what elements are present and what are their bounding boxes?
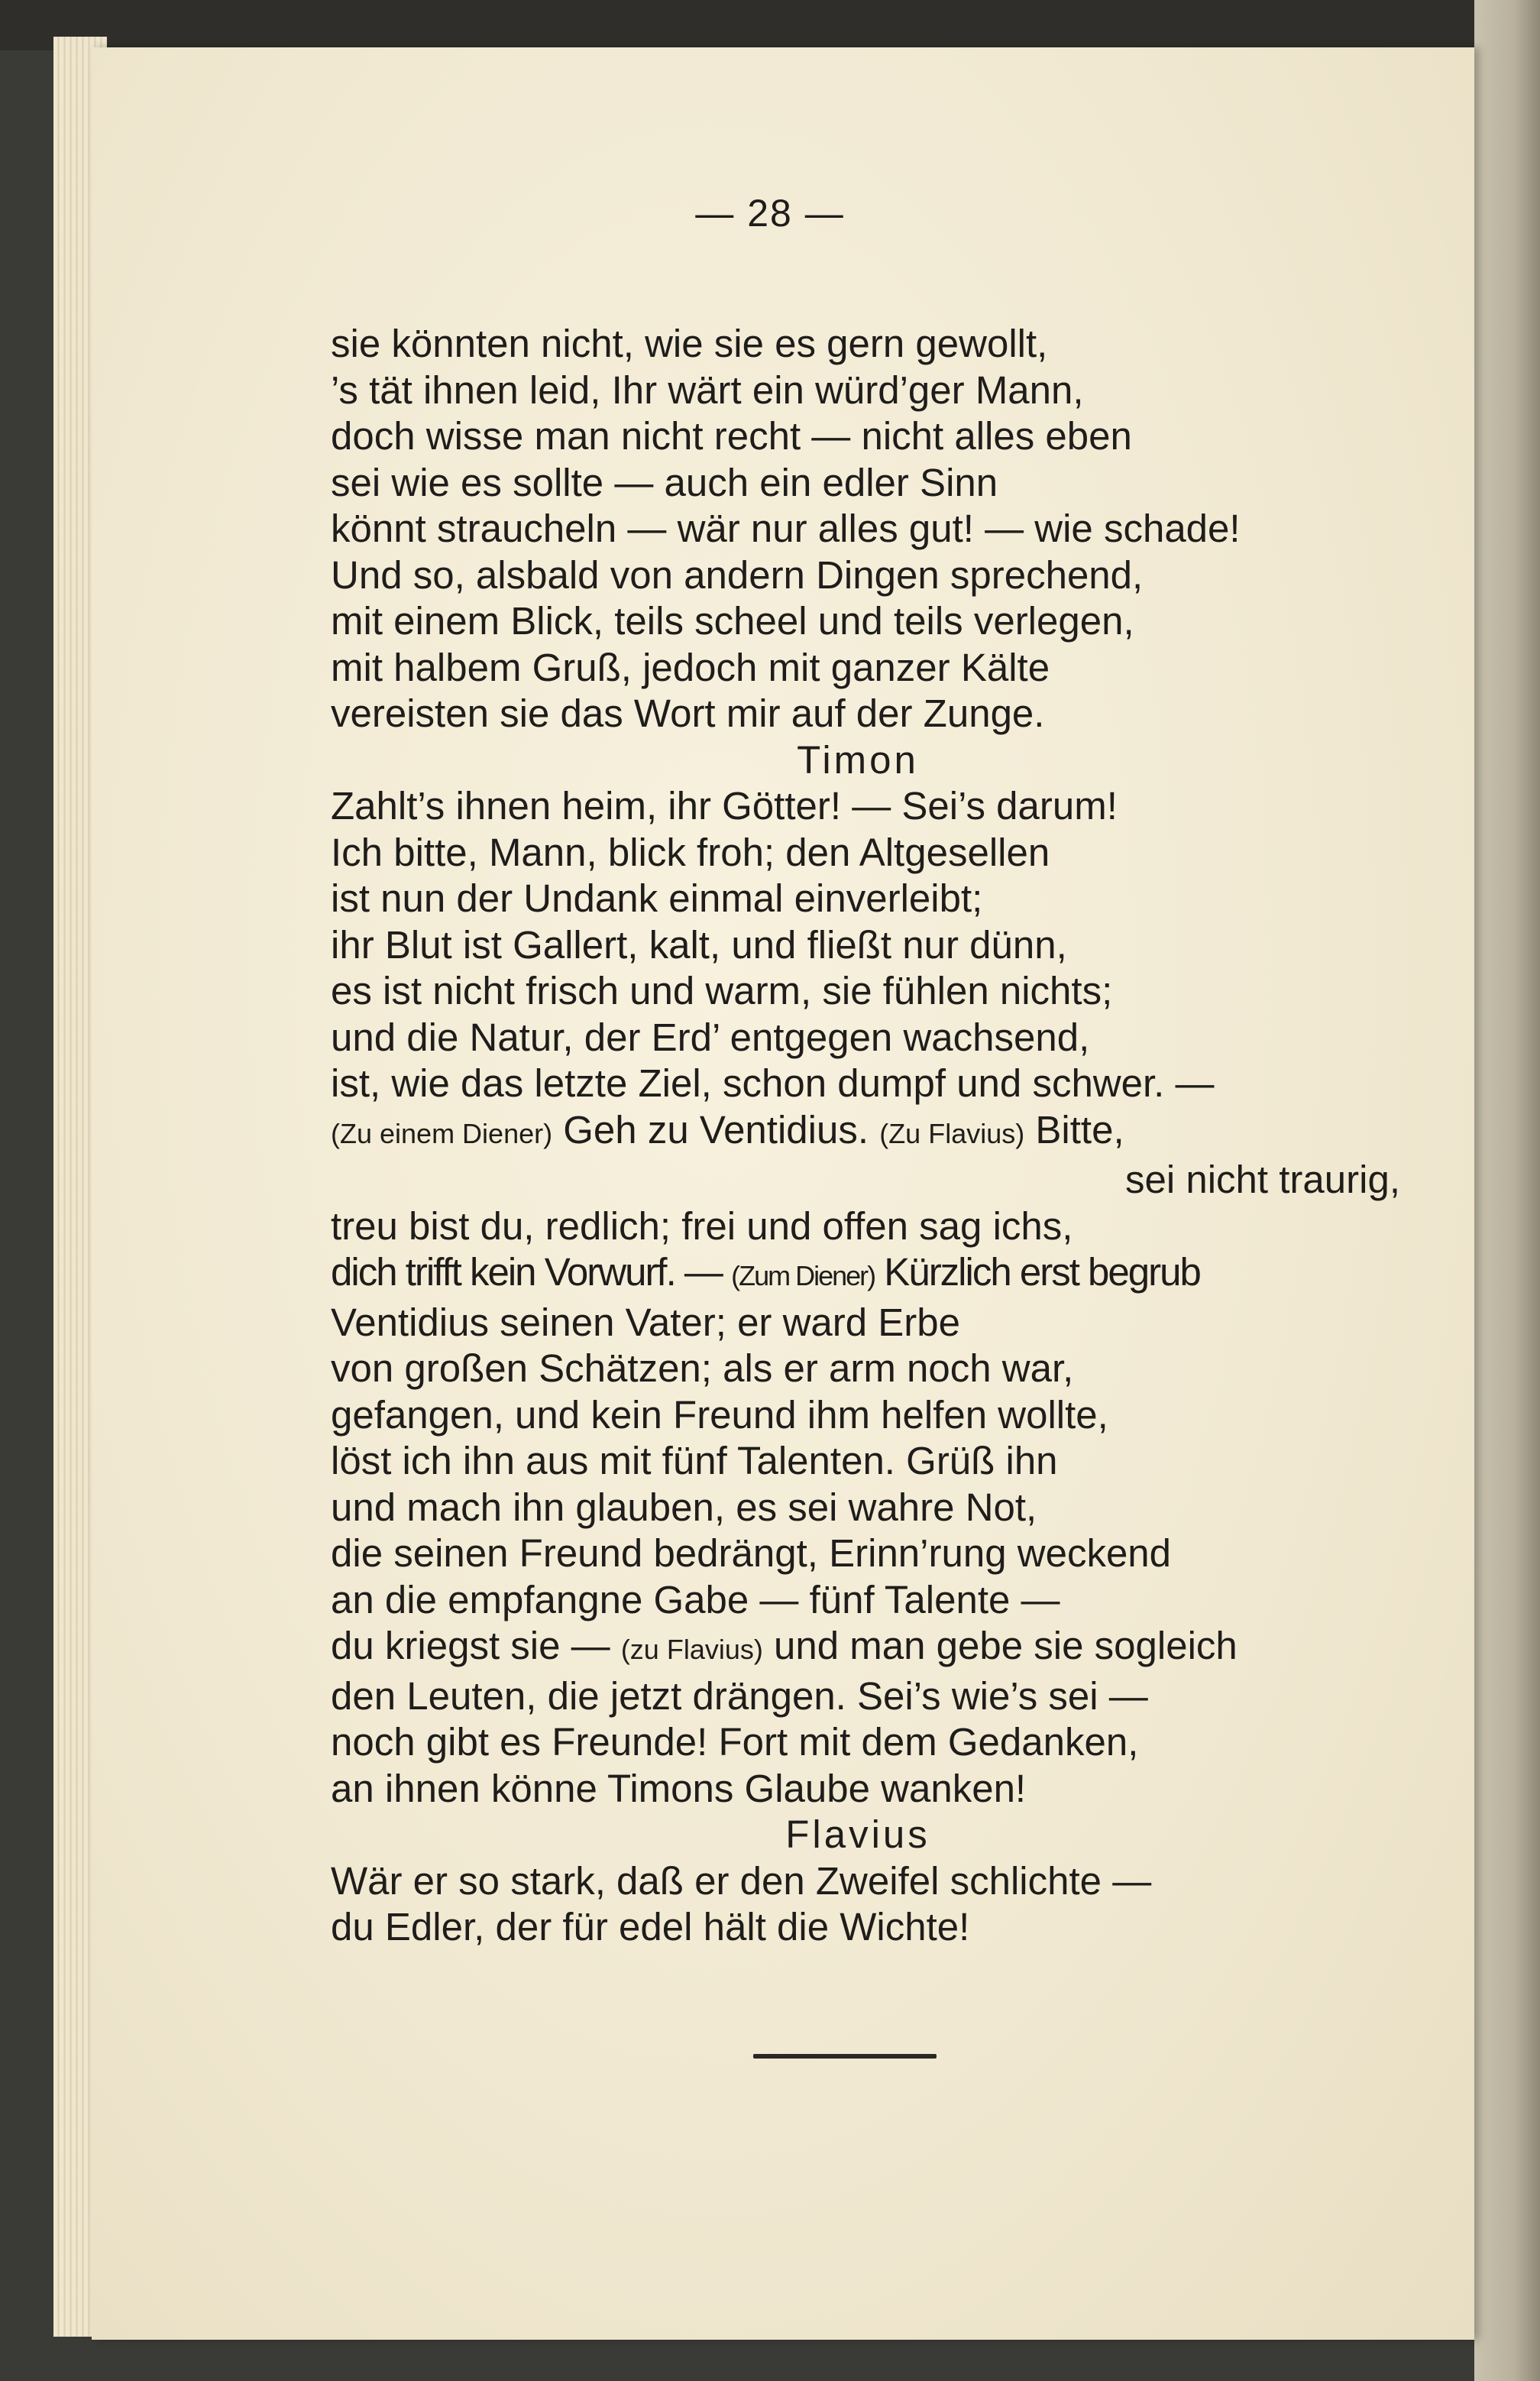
text-line-vorwurf (331, 1249, 1415, 1300)
text-line: ist, wie das letzte Ziel, schon dumpf und schwer. — (331, 1061, 1215, 1105)
text-line: löst ich ihn aus mit fünf Talenten. Grüß ihn (331, 1439, 1058, 1482)
text-line: an die empfangne Gabe — fünf Talente — (331, 1577, 1060, 1621)
scan-background-top (0, 0, 1540, 50)
text-line: gefangen, und kein Freund ihm helfen wollte, (331, 1392, 1108, 1437)
text-line: es ist nicht frisch und warm, sie fühlen nichts; (331, 969, 1113, 1012)
stage-direction: (Zu Flavius) (879, 1117, 1025, 1149)
text-line: an ihnen könne Timons Glaube wanken! (331, 1766, 1027, 1810)
text-line: Zahlt’s ihnen heim, ihr Götter! — Sei’s darum! (331, 784, 1118, 828)
text-segment: Bitte, (1024, 1107, 1124, 1152)
text-segment: und man gebe sie sogleich (762, 1624, 1238, 1667)
stage-direction: (zu Flavius) (620, 1634, 763, 1665)
text-line: noch gibt es Freunde! Fort mit dem Gedanken, (331, 1720, 1139, 1764)
text-segment: Geh zu Ventidius. (552, 1107, 880, 1152)
text-line-right: sei nicht traurig, (1125, 1158, 1400, 1201)
text-line: Ventidius seinen Vater; er ward Erbe (331, 1300, 961, 1344)
speaker-flavius: Flavius (785, 1812, 930, 1856)
text-line: mit einem Blick, teils scheel und teils verlegen, (331, 599, 1134, 643)
speaker-timon: Timon (797, 737, 919, 782)
text-line: und die Natur, der Erd’ entgegen wachsend, (331, 1015, 1090, 1059)
text-line: mit halbem Gruß, jedoch mit ganzer Kälte (331, 645, 1050, 689)
text-line: Und so, alsbald von andern Dingen sprechend, (331, 552, 1144, 597)
poem-text (331, 321, 1415, 1951)
text-line: treu bist du, redlich; frei und offen sag ichs, (331, 1203, 1073, 1248)
stage-direction: (Zum Diener) (731, 1260, 875, 1291)
stage-direction: (Zu einem Diener) (331, 1117, 553, 1149)
text-line-ventidius (331, 1107, 1415, 1158)
text-line: die seinen Freund bedrängt, Erinn’rung weckend (331, 1531, 1172, 1575)
text-line: den Leuten, die jetzt drängen. Sei’s wie’s sei — (331, 1673, 1148, 1718)
page-number: — 28 — (695, 192, 845, 235)
text-line: ’s tät ihnen leid, Ihr wärt ein würd’ger Mann, (331, 368, 1084, 412)
text-line: doch wisse man nicht recht — nicht alles eben (331, 414, 1132, 458)
text-line-kriegst (331, 1623, 1415, 1673)
text-line: sei wie es sollte — auch ein edler Sinn (331, 460, 998, 504)
next-page-edge (1474, 0, 1540, 2381)
text-line: und mach ihn glauben, es sei wahre Not, (331, 1485, 1037, 1529)
text-line: ist nun der Undank einmal einverleibt; (331, 876, 983, 920)
text-line: könnt straucheln — wär nur alles gut! — wie schade! (331, 507, 1241, 550)
text-line: vereisten sie das Wort mir auf der Zunge. (331, 692, 1045, 735)
text-line: du Edler, der für edel hält die Wichte! (331, 1905, 970, 1949)
text-line: Ich bitte, Mann, blick froh; den Altgesellen (331, 830, 1050, 874)
text-line: Wär er so stark, daß er den Zweifel schlichte — (331, 1858, 1152, 1903)
end-rule-divider (753, 2054, 937, 2059)
text-segment: dich trifft kein Vorwurf. — (331, 1250, 732, 1294)
text-line: sie könnten nicht, wie sie es gern gewollt, (331, 322, 1048, 365)
text-line: von großen Schätzen; als er arm noch war, (331, 1346, 1074, 1390)
text-segment: Kürzlich erst begrub (875, 1250, 1200, 1294)
text-segment: du kriegst sie — (331, 1624, 621, 1667)
text-line: ihr Blut ist Gallert, kalt, und fließt nur dünn, (331, 922, 1067, 967)
